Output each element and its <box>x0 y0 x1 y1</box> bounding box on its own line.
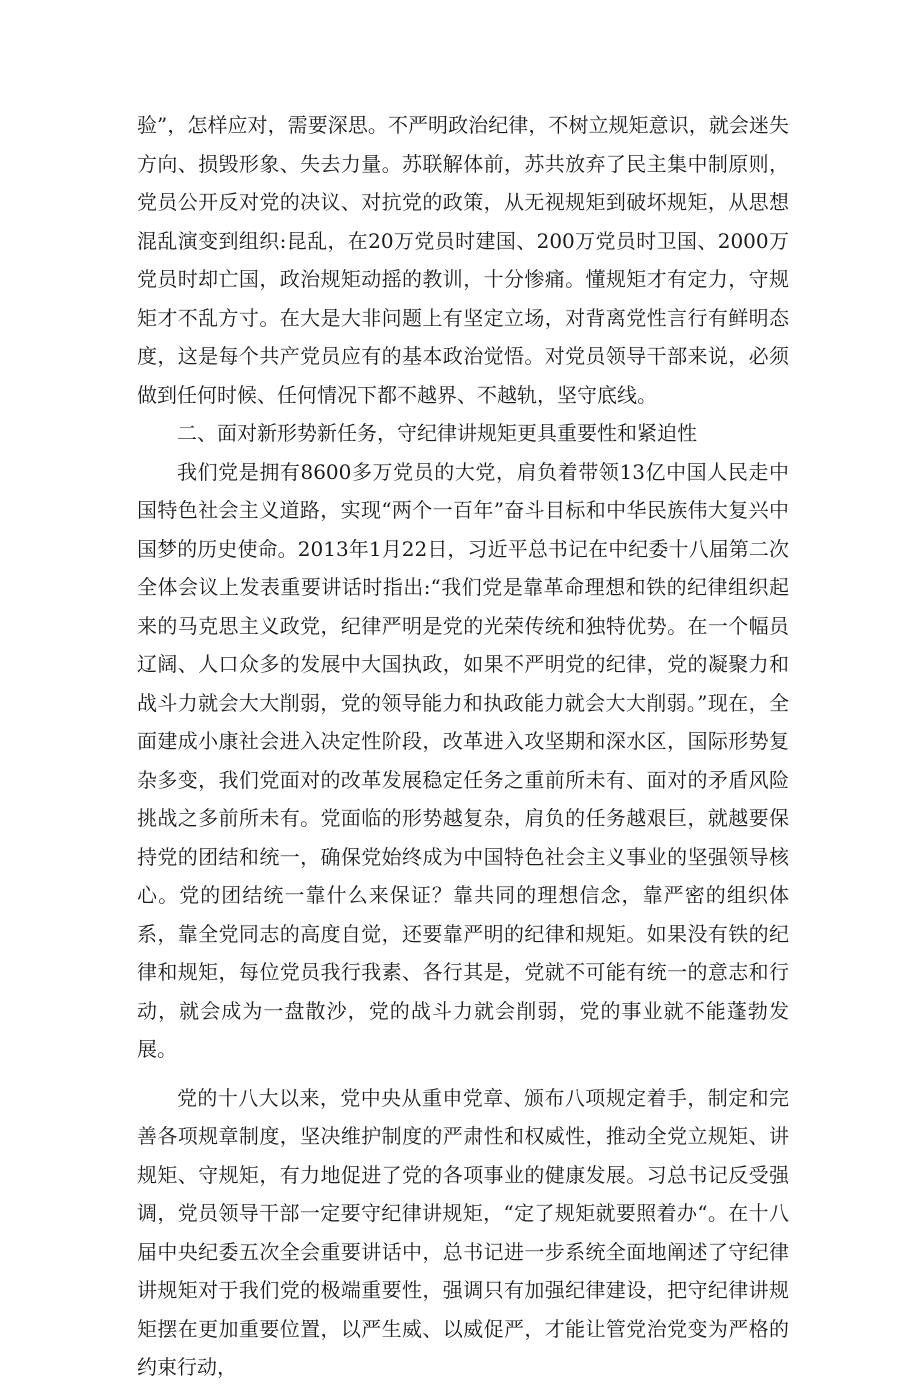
paragraph-continued: 验”，怎样应对，需要深思。不严明政治纪律，不树立规矩意识，就会迷失方向、损毁形象、失去力量。苏联解体前，苏共放弃了民主集中制原则，党员公开反对党的决议、对抗党的政策，从无视规矩到破坏规矩，从思想混乱演变到组织:昆乱，在20万党员时建国、200万党员时卫国、2000万党员时却亡国，政治规矩动摇的教训，十分惨痛。懂规矩才有定力，守规矩才不乱方寸。在大是大非问题上有坚定立场，对背离党性言行有鲜明态度，这是每个共产党员应有的基本政治觉悟。对党员领导干部来说，必须做到任何时候、任何情况下都不越界、不越轨，坚守底线。 <box>137 113 789 407</box>
section-heading: 二、面对新形势新任务，守纪律讲规矩更具重要性和紧迫性 <box>177 421 697 445</box>
document-body <box>137 106 789 1387</box>
paragraph-since-18th-congress: 党的十八大以来，党中央从重申党章、颁布八项规定着手，制定和完善各项规章制度，坚决维护制度的严肃性和权威性，推动全党立规矩、讲规矩、守规矩，有力地促进了党的各项事业的健康发展。习总书记反受强调，党员领导干部一定要守纪律讲规矩，“定了规矩就要照着办“。在十八届中央纪委五次全会重要讲话中，总书记进一步系统全面地阐述了守纪律讲规矩对于我们党的极端重要性，强调只有加强纪律建设，把守纪律讲规矩摆在更加重要位置，以严生威、以威促严，才能让管党治党变为严格的约束行动， <box>137 1085 789 1379</box>
paragraph-discipline-importance: 我们党是拥有8600多万党员的大党，肩负着带领13亿中国人民走中国特色社会主义道路，实现“两个一百年”奋斗目标和中华民族伟大复兴中国梦的历史使命。2013年1月22日，习近平总书记在中纪委十八届第二次全体会议上发表重要讲话时指出:“我们党是靠革命理想和铁的纪律组织起来的马克思主义政党，纪律严明是党的光荣传统和独特优势。在一个幅员辽阔、人口众多的发展中大国执政，如果不严明党的纪律，党的凝聚力和战斗力就会大大削弱，党的领导能力和执政能力就会大大削弱。”现在，全面建成小康社会进入决定性阶段，改革进入攻坚期和深水区，国际形势复杂多变，我们党面对的改革发展稳定任务之重前所未有、面对的矛盾风险挑战之多前所未有。党面临的形势越复杂，肩负的任务越艰巨，就越要保持党的团结和统一，确保党始终成为中国特色社会主义事业的坚强领导核心。党的团结统一靠什么来保证？靠共同的理想信念，靠严密的组织体系，靠全党同志的高度自觉，还要靠严明的纪律和规矩。如果没有铁的纪律和规矩，每位党员我行我素、各行其是，党就不可能有统一的意志和行动，就会成为一盘散沙，党的战斗力就会削弱，党的事业就不能蓬勃发展。 <box>137 459 789 1061</box>
